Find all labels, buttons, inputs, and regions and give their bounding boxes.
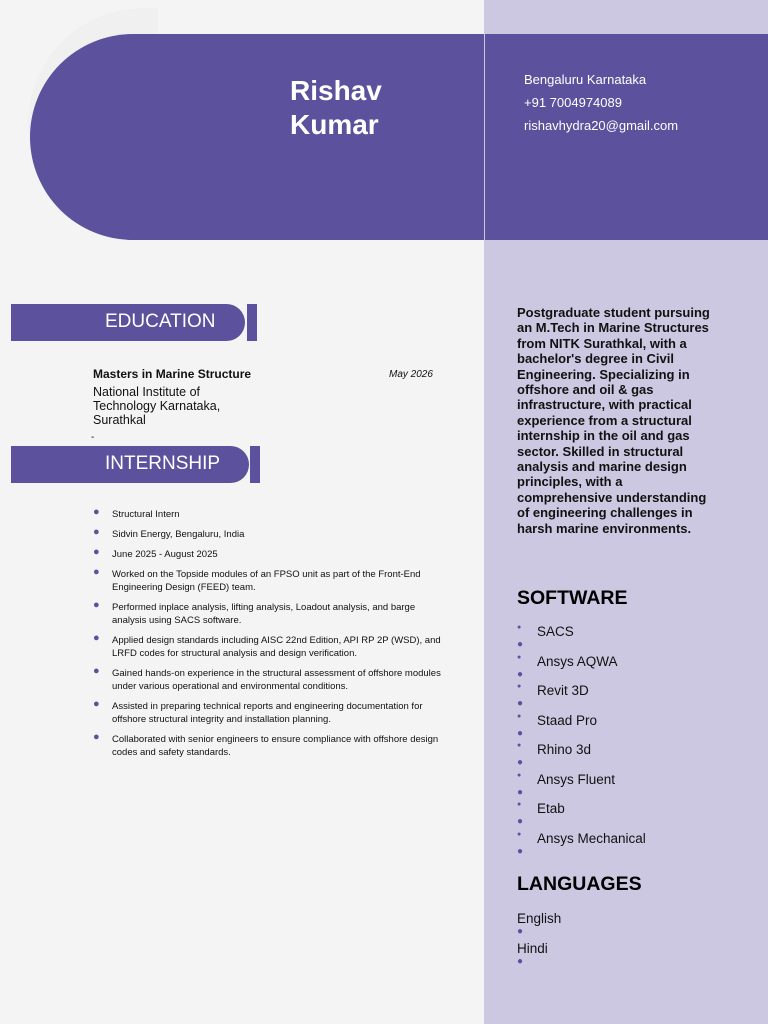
list-item-text: Sidvin Energy, Bengaluru, India: [112, 529, 245, 540]
bullet-icon: ●: [517, 845, 524, 857]
bullet-icon: ●: [517, 830, 522, 838]
bullet-icon: ●: [517, 683, 522, 690]
bullet-icon: ●: [93, 731, 100, 743]
list-item-text: June 2025 - August 2025: [112, 549, 218, 560]
education-dash: -: [91, 432, 95, 443]
header-banner: [30, 34, 484, 240]
list-item: [93, 508, 443, 521]
education-heading-tab: [11, 304, 245, 341]
list-item-text: Assisted in preparing technical reports and engineering documentation for offshore structural integrity and installation planning.: [112, 701, 423, 725]
list-item: [517, 623, 757, 653]
software-heading: SOFTWARE: [517, 587, 628, 609]
bullet-icon: ●: [517, 712, 522, 720]
bullet-icon: ●: [93, 526, 100, 538]
list-item: [93, 548, 443, 561]
language-name: Hindi: [517, 940, 548, 956]
list-item-text: Applied design standards including AISC 22nd Edition, API RP 2P (WSD), and LRFD codes for structural analysis and design verification.: [112, 635, 441, 659]
list-item: [93, 667, 443, 693]
software-name: SACS: [537, 624, 574, 639]
list-item: [517, 911, 561, 941]
list-item: [517, 771, 757, 801]
bullet-icon: ●: [517, 727, 524, 739]
list-item: [517, 830, 757, 860]
list-item: [93, 601, 443, 627]
bullet-icon: ●: [517, 771, 522, 779]
bullet-icon: ●: [517, 742, 522, 749]
list-item: [517, 653, 757, 683]
bullet-icon: ●: [517, 926, 524, 937]
bullet-icon: ●: [517, 668, 524, 680]
education-tab-marker: [247, 304, 257, 341]
profile-summary: Postgraduate student pursuing an M.Tech in Marine Structures from NITK Surathkal, with a bachelor's degree in Civil Engineering. Specializing in offshore and oil & gas infrastructure, with practical experience from a structural internship in the oil and gas sector. Skilled in structural analysis and marine design principles, with a comprehensive understanding of engineering challenges in harsh marine environments.: [517, 305, 710, 536]
list-item: [93, 733, 443, 759]
list-item: [93, 700, 443, 726]
list-item: [93, 634, 443, 660]
list-item-text: Worked on the Topside modules of an FPSO unit as part of the Front-End Engineering Design (FEED) team.: [112, 569, 421, 593]
list-item-text: Structural Intern: [112, 509, 180, 520]
list-item: [517, 712, 757, 742]
list-item: [93, 528, 443, 541]
languages-list: [517, 911, 561, 970]
list-item: [517, 800, 757, 830]
bullet-icon: ●: [517, 816, 524, 827]
language-name: English: [517, 911, 562, 926]
first-name: Rishav: [290, 75, 382, 106]
internship-heading-tab: [11, 446, 249, 483]
bullet-icon: ●: [93, 599, 100, 611]
degree-date: May 2026: [389, 369, 433, 380]
bullet-icon: ●: [517, 757, 524, 768]
software-name: Etab: [537, 801, 565, 816]
list-item-text: Gained hands-on experience in the structural assessment of offshore modules under various operational and environmental conditions.: [112, 668, 441, 692]
bullet-icon: ●: [93, 506, 100, 518]
list-item: [93, 568, 443, 594]
bullet-icon: ●: [517, 639, 524, 650]
bullet-icon: ●: [93, 698, 100, 710]
education-heading: EDUCATION: [105, 311, 216, 332]
candidate-name: [290, 74, 382, 142]
bullet-icon: ●: [93, 632, 100, 644]
institute-name: National Institute of Technology Karnataka, Surathkal: [93, 385, 221, 427]
software-name: Revit 3D: [537, 683, 589, 698]
software-name: Ansys AQWA: [537, 653, 618, 669]
bullet-icon: ●: [517, 698, 524, 709]
bullet-icon: ●: [93, 566, 100, 578]
list-item: [517, 682, 757, 712]
software-name: Rhino 3d: [537, 742, 592, 757]
phone-text: +91 7004974089: [524, 95, 622, 110]
location-text: Bengaluru Karnataka: [524, 72, 647, 87]
software-name: Ansys Mechanical: [537, 830, 646, 846]
list-item: [517, 941, 561, 971]
list-item-text: Performed inplace analysis, lifting analysis, Loadout analysis, and barge analysis using SACS software.: [112, 602, 416, 626]
list-item: [517, 741, 757, 771]
bullet-icon: ●: [93, 665, 100, 677]
bullet-icon: ●: [517, 801, 522, 808]
list-item-text: Collaborated with senior engineers to ensure compliance with offshore design codes and safety standards.: [112, 734, 439, 758]
email-link[interactable]: rishavhydra20@gmail.com: [524, 118, 679, 133]
software-name: Ansys Fluent: [537, 771, 616, 787]
languages-heading: LANGUAGES: [517, 873, 642, 895]
bullet-icon: ●: [517, 955, 524, 967]
degree-title: Masters in Marine Structure: [93, 367, 252, 381]
internship-heading: INTERNSHIP: [105, 453, 221, 474]
bullet-icon: ●: [93, 546, 100, 558]
bullet-icon: ●: [517, 624, 522, 631]
software-list: [517, 623, 757, 859]
bullet-icon: ●: [517, 786, 524, 798]
last-name: Kumar: [290, 109, 379, 140]
internship-tab-marker: [250, 446, 260, 483]
internship-list: [93, 508, 443, 766]
software-name: Staad Pro: [537, 712, 598, 728]
bullet-icon: ●: [517, 653, 522, 661]
contact-panel: [485, 34, 768, 240]
